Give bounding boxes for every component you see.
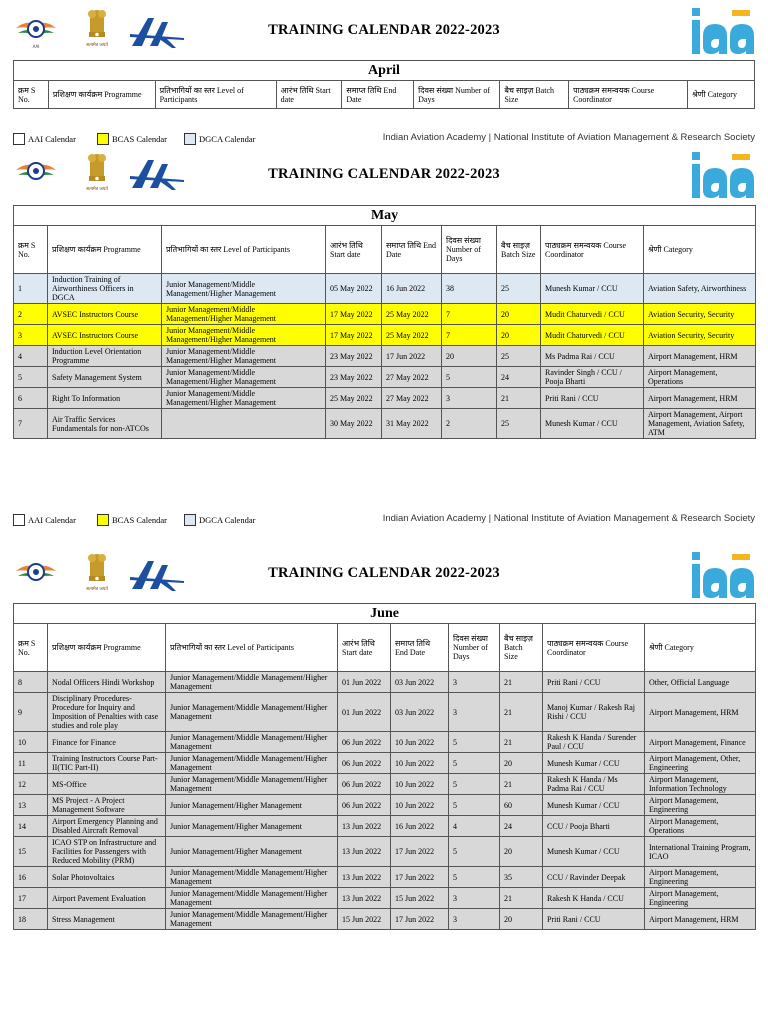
- cell-sno: 11: [14, 753, 48, 774]
- cell-coordinator: CCU / Ravinder Deepak: [543, 867, 645, 888]
- cell-days: 4: [449, 816, 500, 837]
- cell-batch: 21: [500, 732, 543, 753]
- cell-days: 20: [442, 346, 497, 367]
- cell-sno: 13: [14, 795, 48, 816]
- table-row: [14, 732, 756, 753]
- calendar-legend: [13, 512, 755, 526]
- cell-start: 23 May 2022: [326, 367, 382, 388]
- cell-category: Airport Management, Engineering: [645, 795, 756, 816]
- col-end: समाप्त तिथि End Date: [382, 226, 442, 274]
- cell-start: 06 Jun 2022: [338, 774, 391, 795]
- cell-programme: Air Traffic Services Fundamentals for non-ATCOs: [48, 409, 162, 439]
- cell-start: 13 Jun 2022: [338, 816, 391, 837]
- may-body: [14, 274, 756, 439]
- cell-batch: 21: [500, 774, 543, 795]
- cell-level: Junior Management/Middle Management/Higher Management: [162, 346, 326, 367]
- cell-level: Junior Management/Middle Management/Higher Management: [162, 367, 326, 388]
- cell-start: 25 May 2022: [326, 388, 382, 409]
- col-level: प्रतिभागियों का स्तर Level of Participants: [155, 81, 276, 109]
- cell-start: 17 May 2022: [326, 304, 382, 325]
- cell-level: Junior Management/Middle Management/Higher Management: [166, 867, 338, 888]
- cell-coordinator: Munesh Kumar / CCU: [541, 409, 644, 439]
- cell-coordinator: Munesh Kumar / CCU: [543, 837, 645, 867]
- emblem-motto: सत्यमेव जयते: [86, 42, 108, 47]
- cell-sno: 17: [14, 888, 48, 909]
- col-coordinator: पाठ्यक्रम समन्वयक Course Coordinator: [569, 81, 688, 109]
- cell-sno: 5: [14, 367, 48, 388]
- cell-days: 5: [449, 795, 500, 816]
- cell-programme: AVSEC Instructors Course: [48, 325, 162, 346]
- cell-programme: Right To Information: [48, 388, 162, 409]
- cell-programme: Induction Level Orientation Programme: [48, 346, 162, 367]
- cell-coordinator: Munesh Kumar / CCU: [543, 795, 645, 816]
- cell-level: Junior Management/Middle Management/Higher Management: [166, 774, 338, 795]
- cell-programme: ICAO STP on Infrastructure and Facilities for Passengers with Reduced Mobility (PRM): [48, 837, 166, 867]
- cell-end: 16 Jun 2022: [391, 816, 449, 837]
- cell-days: 5: [449, 753, 500, 774]
- table-row: [14, 274, 756, 304]
- cell-start: 05 May 2022: [326, 274, 382, 304]
- cell-end: 15 Jun 2022: [391, 888, 449, 909]
- cell-start: 01 Jun 2022: [338, 672, 391, 693]
- svg-text:AAI: AAI: [32, 44, 40, 49]
- cell-batch: 35: [500, 867, 543, 888]
- cell-programme: Finance for Finance: [48, 732, 166, 753]
- aai-legend-label: AAI Calendar: [28, 515, 76, 526]
- bcas-legend-label: BCAS Calendar: [112, 515, 168, 526]
- cell-level: Junior Management/Middle Management/Higher Management: [166, 909, 338, 930]
- table-header-row: [14, 624, 756, 672]
- cell-end: 17 Jun 2022: [382, 346, 442, 367]
- cell-level: Junior Management/Middle Management/Higher Management: [162, 388, 326, 409]
- cell-category: Other, Official Language: [645, 672, 756, 693]
- cell-days: 3: [449, 888, 500, 909]
- cell-days: 3: [449, 909, 500, 930]
- cell-batch: 21: [497, 388, 541, 409]
- dgca-legend-label: DGCA Calendar: [199, 515, 256, 526]
- cell-batch: 20: [500, 909, 543, 930]
- organisation-name: Indian Aviation Academy | National Institute of Aviation Management & Research Society: [382, 132, 755, 143]
- table-row: [14, 409, 756, 439]
- cell-coordinator: CCU / Pooja Bharti: [543, 816, 645, 837]
- col-level: प्रतिभागियों का स्तर Level of Participants: [162, 226, 326, 274]
- cell-level: Junior Management/Higher Management: [166, 837, 338, 867]
- may-table: [13, 205, 756, 439]
- cell-end: 17 Jun 2022: [391, 909, 449, 930]
- table-row: [14, 388, 756, 409]
- page-title: TRAINING CALENDAR 2022-2023: [268, 166, 500, 182]
- cell-level: Junior Management/Middle Management/Higher Management: [162, 304, 326, 325]
- cell-sno: 1: [14, 274, 48, 304]
- aai-swatch: [13, 133, 25, 145]
- cell-days: 2: [442, 409, 497, 439]
- april-section: [0, 0, 768, 150]
- cell-days: 5: [442, 367, 497, 388]
- cell-end: 25 May 2022: [382, 325, 442, 346]
- cell-days: 38: [442, 274, 497, 304]
- cell-sno: 12: [14, 774, 48, 795]
- cell-category: Airport Management, Other, Engineering: [645, 753, 756, 774]
- cell-sno: 16: [14, 867, 48, 888]
- cell-days: 7: [442, 304, 497, 325]
- cell-start: 13 Jun 2022: [338, 867, 391, 888]
- page-title: TRAINING CALENDAR 2022-2023: [268, 22, 500, 38]
- bcas-swatch: [97, 514, 109, 526]
- col-days: दिवस संख्या Number of Days: [442, 226, 497, 274]
- may-section: [0, 146, 768, 532]
- cell-end: 03 Jun 2022: [391, 693, 449, 732]
- cell-end: 10 Jun 2022: [391, 795, 449, 816]
- cell-start: 01 Jun 2022: [338, 693, 391, 732]
- cell-start: 17 May 2022: [326, 325, 382, 346]
- cell-start: 23 May 2022: [326, 346, 382, 367]
- cell-level: Junior Management/Middle Management/Higher Management: [166, 753, 338, 774]
- cell-coordinator: Manoj Kumar / Rakesh Raj Rishi / CCU: [543, 693, 645, 732]
- aai-legend-label: AAI Calendar: [28, 134, 76, 145]
- cell-end: 27 May 2022: [382, 367, 442, 388]
- iaa-logo: [690, 550, 756, 605]
- aai-swatch: [13, 514, 25, 526]
- cell-end: 16 Jun 2022: [382, 274, 442, 304]
- cell-sno: 9: [14, 693, 48, 732]
- cell-days: 3: [442, 388, 497, 409]
- cell-sno: 4: [14, 346, 48, 367]
- cell-batch: 25: [497, 346, 541, 367]
- april-table: [13, 60, 755, 109]
- table-row: [14, 367, 756, 388]
- cell-programme: Induction Training of Airworthiness Officers in DGCA: [48, 274, 162, 304]
- cell-end: 31 May 2022: [382, 409, 442, 439]
- cell-coordinator: Mudit Chaturvedi / CCU: [541, 325, 644, 346]
- cell-batch: 20: [497, 325, 541, 346]
- month-heading-may: May: [14, 206, 756, 226]
- bcas-swatch: [97, 133, 109, 145]
- col-programme: प्रशिक्षण कार्यक्रम Programme: [48, 624, 166, 672]
- iaa-logo: [690, 6, 756, 61]
- col-end: समाप्त तिथि End Date: [391, 624, 449, 672]
- cell-batch: 25: [497, 409, 541, 439]
- table-row: [14, 753, 756, 774]
- cell-category: Aviation Security, Security: [644, 304, 756, 325]
- cell-coordinator: Mudit Chaturvedi / CCU: [541, 304, 644, 325]
- cell-sno: 7: [14, 409, 48, 439]
- cell-level: Junior Management/Middle Management/Higher Management: [166, 732, 338, 753]
- cell-programme: MS Project - A Project Management Software: [48, 795, 166, 816]
- cell-sno: 3: [14, 325, 48, 346]
- cell-coordinator: Munesh Kumar / CCU: [541, 274, 644, 304]
- cell-category: Aviation Security, Security: [644, 325, 756, 346]
- cell-batch: 20: [497, 304, 541, 325]
- cell-end: 25 May 2022: [382, 304, 442, 325]
- page-title: TRAINING CALENDAR 2022-2023: [268, 565, 500, 581]
- bcas-legend-label: BCAS Calendar: [112, 134, 168, 145]
- cell-programme: Solar Photovoltaics: [48, 867, 166, 888]
- cell-programme: Safety Management System: [48, 367, 162, 388]
- col-category: श्रेणी Category: [645, 624, 756, 672]
- cell-days: 5: [449, 732, 500, 753]
- col-category: श्रेणी Category: [644, 226, 756, 274]
- cell-category: Airport Management, Airport Management, Aviation Safety, ATM: [644, 409, 756, 439]
- col-batch: बैच साइज़ Batch Size: [500, 81, 569, 109]
- cell-start: 30 May 2022: [326, 409, 382, 439]
- col-coordinator: पाठ्यक्रम समन्वयक Course Coordinator: [541, 226, 644, 274]
- col-programme: प्रशिक्षण कार्यक्रम Programme: [48, 81, 155, 109]
- col-sno: क्रम S No.: [14, 624, 48, 672]
- col-sno: क्रम S No.: [14, 81, 49, 109]
- table-row: [14, 867, 756, 888]
- col-category: श्रेणी Category: [688, 81, 755, 109]
- col-programme: प्रशिक्षण कार्यक्रम Programme: [48, 226, 162, 274]
- table-row: [14, 909, 756, 930]
- table-row: [14, 304, 756, 325]
- cell-category: Airport Management, Engineering: [645, 888, 756, 909]
- june-body: [14, 672, 756, 930]
- dgca-swatch: [184, 514, 196, 526]
- cell-end: 17 Jun 2022: [391, 837, 449, 867]
- dgca-swatch: [184, 133, 196, 145]
- cell-level: Junior Management/Higher Management: [166, 816, 338, 837]
- table-row: [14, 693, 756, 732]
- cell-batch: 24: [500, 816, 543, 837]
- table-header-row: [14, 81, 755, 109]
- cell-coordinator: Ms Padma Rai / CCU: [541, 346, 644, 367]
- cell-category: Airport Management, Engineering: [645, 867, 756, 888]
- cell-end: 03 Jun 2022: [391, 672, 449, 693]
- cell-end: 17 Jun 2022: [391, 867, 449, 888]
- cell-category: Airport Management, HRM: [644, 388, 756, 409]
- cell-sno: 8: [14, 672, 48, 693]
- cell-programme: Disciplinary Procedures-Procedure for Inquiry and Imposition of Penalties with case studies and role play: [48, 693, 166, 732]
- cell-days: 5: [449, 774, 500, 795]
- june-table: [13, 603, 756, 930]
- cell-batch: 21: [500, 672, 543, 693]
- cell-start: 15 Jun 2022: [338, 909, 391, 930]
- cell-coordinator: Priti Rani / CCU: [543, 672, 645, 693]
- col-batch: बैच साइज़ Batch Size: [500, 624, 543, 672]
- cell-category: Airport Management, Operations: [644, 367, 756, 388]
- cell-sno: 14: [14, 816, 48, 837]
- iaa-logo: [690, 150, 756, 205]
- cell-programme: AVSEC Instructors Course: [48, 304, 162, 325]
- col-level: प्रतिभागियों का स्तर Level of Participants: [166, 624, 338, 672]
- cell-coordinator: Priti Rani / CCU: [541, 388, 644, 409]
- cell-batch: 20: [500, 753, 543, 774]
- cell-category: Airport Management, HRM: [645, 909, 756, 930]
- cell-category: Airport Management, HRM: [644, 346, 756, 367]
- cell-end: 10 Jun 2022: [391, 753, 449, 774]
- cell-programme: Stress Management: [48, 909, 166, 930]
- col-days: दिवस संख्या Number of Days: [414, 81, 500, 109]
- june-section: [0, 545, 768, 1024]
- cell-sno: 6: [14, 388, 48, 409]
- cell-start: 13 Jun 2022: [338, 888, 391, 909]
- cell-category: Airport Management, Information Technology: [645, 774, 756, 795]
- emblem-motto: सत्यमेव जयते: [86, 586, 108, 591]
- cell-days: 3: [449, 672, 500, 693]
- table-row: [14, 837, 756, 867]
- cell-programme: Airport Emergency Planning and Disabled Aircraft Removal: [48, 816, 166, 837]
- cell-end: 27 May 2022: [382, 388, 442, 409]
- col-coordinator: पाठ्यक्रम समन्वयक Course Coordinator: [543, 624, 645, 672]
- cell-start: 13 Jun 2022: [338, 837, 391, 867]
- cell-days: 5: [449, 837, 500, 867]
- cell-programme: Training Instructors Course Part-II(TIC Part-II): [48, 753, 166, 774]
- cell-days: 3: [449, 693, 500, 732]
- cell-programme: Airport Pavement Evaluation: [48, 888, 166, 909]
- cell-start: 06 Jun 2022: [338, 753, 391, 774]
- cell-level: Junior Management/Middle Management/Higher Management: [166, 672, 338, 693]
- col-start: आरंभ तिथि Start date: [338, 624, 391, 672]
- cell-category: Airport Management, HRM: [645, 693, 756, 732]
- cell-batch: 24: [497, 367, 541, 388]
- cell-sno: 15: [14, 837, 48, 867]
- cell-level: Junior Management/Middle Management/Higher Management: [162, 325, 326, 346]
- cell-coordinator: Priti Rani / CCU: [543, 909, 645, 930]
- cell-coordinator: Rakesh K Handa / Ms Padma Rai / CCU: [543, 774, 645, 795]
- cell-level: Junior Management/Middle Management/Higher Management: [166, 888, 338, 909]
- col-start: आरंभ तिथि Start date: [326, 226, 382, 274]
- cell-category: Aviation Safety, Airworthiness: [644, 274, 756, 304]
- col-days: दिवस संख्या Number of Days: [449, 624, 500, 672]
- col-end: समाप्त तिथि End Date: [342, 81, 414, 109]
- cell-batch: 21: [500, 693, 543, 732]
- cell-end: 10 Jun 2022: [391, 732, 449, 753]
- cell-batch: 20: [500, 837, 543, 867]
- col-start: आरंभ तिथि Start date: [276, 81, 342, 109]
- cell-coordinator: Rakesh K Handa / CCU: [543, 888, 645, 909]
- cell-category: Airport Management, Operations: [645, 816, 756, 837]
- cell-level: Junior Management/Higher Management: [166, 795, 338, 816]
- month-heading-april: April: [14, 61, 755, 81]
- table-row: [14, 774, 756, 795]
- cell-sno: 2: [14, 304, 48, 325]
- cell-batch: 25: [497, 274, 541, 304]
- cell-start: 06 Jun 2022: [338, 732, 391, 753]
- cell-programme: Nodal Officers Hindi Workshop: [48, 672, 166, 693]
- dgca-legend-label: DGCA Calendar: [199, 134, 256, 145]
- table-row: [14, 346, 756, 367]
- table-row: [14, 888, 756, 909]
- cell-category: International Training Program, ICAO: [645, 837, 756, 867]
- cell-category: Airport Management, Finance: [645, 732, 756, 753]
- cell-batch: 60: [500, 795, 543, 816]
- cell-coordinator: Ravinder Singh / CCU / Pooja Bharti: [541, 367, 644, 388]
- cell-coordinator: Munesh Kumar / CCU: [543, 753, 645, 774]
- table-row: [14, 795, 756, 816]
- cell-level: Junior Management/Middle Management/Higher Management: [162, 274, 326, 304]
- cell-level: Junior Management/Middle Management/Higher Management: [166, 693, 338, 732]
- table-row: [14, 325, 756, 346]
- cell-days: 5: [449, 867, 500, 888]
- cell-sno: 10: [14, 732, 48, 753]
- emblem-motto: सत्यमेव जयते: [86, 186, 108, 191]
- organisation-name: Indian Aviation Academy | National Institute of Aviation Management & Research Society: [382, 513, 755, 524]
- calendar-legend: [13, 131, 755, 145]
- cell-end: 10 Jun 2022: [391, 774, 449, 795]
- cell-programme: MS-Office: [48, 774, 166, 795]
- cell-days: 7: [442, 325, 497, 346]
- table-row: [14, 816, 756, 837]
- cell-sno: 18: [14, 909, 48, 930]
- month-heading-june: June: [14, 604, 756, 624]
- cell-coordinator: Rakesh K Handa / Surender Paul / CCU: [543, 732, 645, 753]
- col-sno: क्रम S No.: [14, 226, 48, 274]
- table-header-row: [14, 226, 756, 274]
- cell-level: [162, 409, 326, 439]
- table-row: [14, 672, 756, 693]
- cell-start: 06 Jun 2022: [338, 795, 391, 816]
- col-batch: बैच साइज़ Batch Size: [497, 226, 541, 274]
- cell-batch: 21: [500, 888, 543, 909]
